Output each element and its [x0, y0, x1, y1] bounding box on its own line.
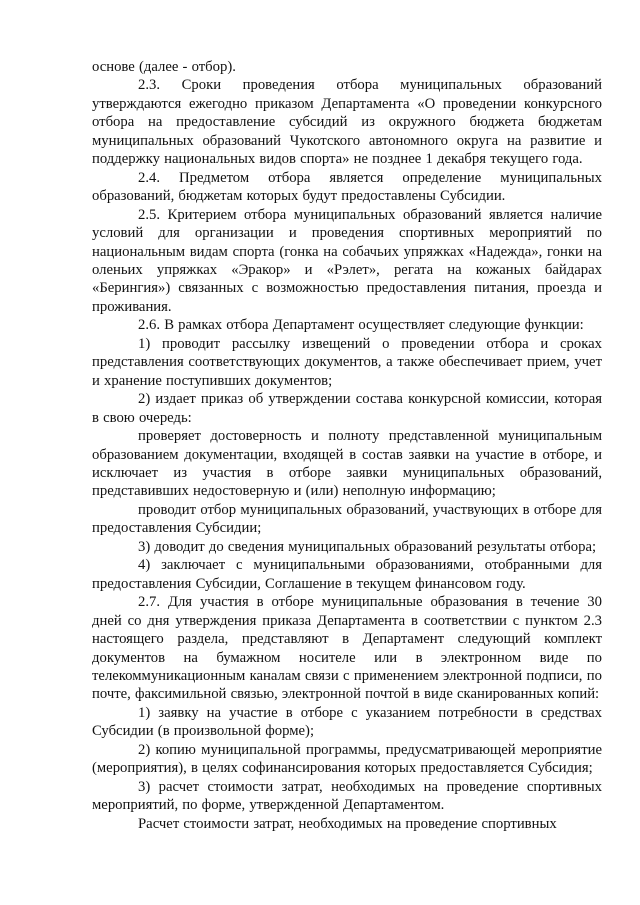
list-item-2-7-1: 1) заявку на участие в отборе с указанием потребности в средствах Субсидии (в произвольной форме);	[92, 704, 602, 740]
sub-item-commission-checks: проверяет достоверность и полноту представленной муниципальным образованием документации, входящей в состав заявки на участие в отборе, и исключает из участия в отборе заявки муниципальных образований, представивших недостоверную и (или) неполную информацию;	[92, 428, 602, 500]
paragraph-2-5-selection-criterion: 2.5. Критерием отбора муниципальных образований является наличие условий для организации и проведения спортивных мероприятий по национальным видам спорта (гонка на собачьих упряжках «Надежда», гонки на оленьих упряжках «Эракор» и «Рэлет», регата на кожаных байдарах «Берингия») связанных с возможностью предоставления питания, проезда и проживания.	[92, 206, 602, 315]
list-item-2-7-3: 3) расчет стоимости затрат, необходимых на проведение спортивных мероприятий, по форме, утвержденной Департаментом.	[92, 778, 602, 814]
paragraph-cost-calculation: Расчет стоимости затрат, необходимых на проведение спортивных	[138, 815, 557, 832]
list-item-2-7-2: 2) копию муниципальной программы, предусматривающей мероприятие (мероприятия), в целях софинансирования которых предоставляется Субсидия;	[92, 741, 602, 777]
paragraph-2-7-participation-documents: 2.7. Для участия в отборе муниципальные образования в течение 30 дней со дня утверждения приказа Департамента в соответствии с пунктом 2.3 настоящего раздела, представляют в Департамент следующий комплект документов на бумажном носителе или в электронном виде по телекоммуникационным каналам связи с применением электронной подписи, по почте, факсимильной связью, электронной почтой в виде сканированных копий:	[92, 594, 602, 703]
list-item-2-6-2: 2) издает приказ об утверждении состава конкурсной комиссии, которая в свою очередь:	[92, 391, 602, 426]
sub-item-commission-selects: проводит отбор муниципальных образований, участвующих в отборе для предоставления Субсидии;	[92, 501, 602, 537]
paragraph-continuation: основе (далее - отбор).	[92, 59, 236, 75]
document-page	[92, 58, 602, 833]
paragraph-2-4-selection-subject: 2.4. Предметом отбора является определение муниципальных образований, бюджетам которых будут предоставлены Субсидии.	[92, 169, 602, 205]
list-item-2-6-1: 1) проводит рассылку извещений о проведении отбора и сроках представления соответствующих документов, а также обеспечивает прием, учет и хранение поступивших документов;	[92, 335, 602, 389]
paragraph-2-3-selection-deadlines: 2.3. Сроки проведения отбора муниципальных образований утверждаются ежегодно приказом Департамента «О проведении конкурсного отбора на предоставление субсидий из окружного бюджета бюджетам муниципальных образований Чукотского автономного округа на развитие и поддержку национальных видов спорта» не позднее 1 декабря текущего года.	[92, 77, 602, 168]
list-item-2-6-4: 4) заключает с муниципальными образованиями, отобранными для предоставления Субсидии, Соглашение в текущем финансовом году.	[92, 557, 602, 592]
paragraph-2-6-department-functions: 2.6. В рамках отбора Департамент осуществляет следующие функции:	[138, 317, 584, 334]
list-item-2-6-3: 3) доводит до сведения муниципальных образований результаты отбора;	[138, 538, 597, 555]
